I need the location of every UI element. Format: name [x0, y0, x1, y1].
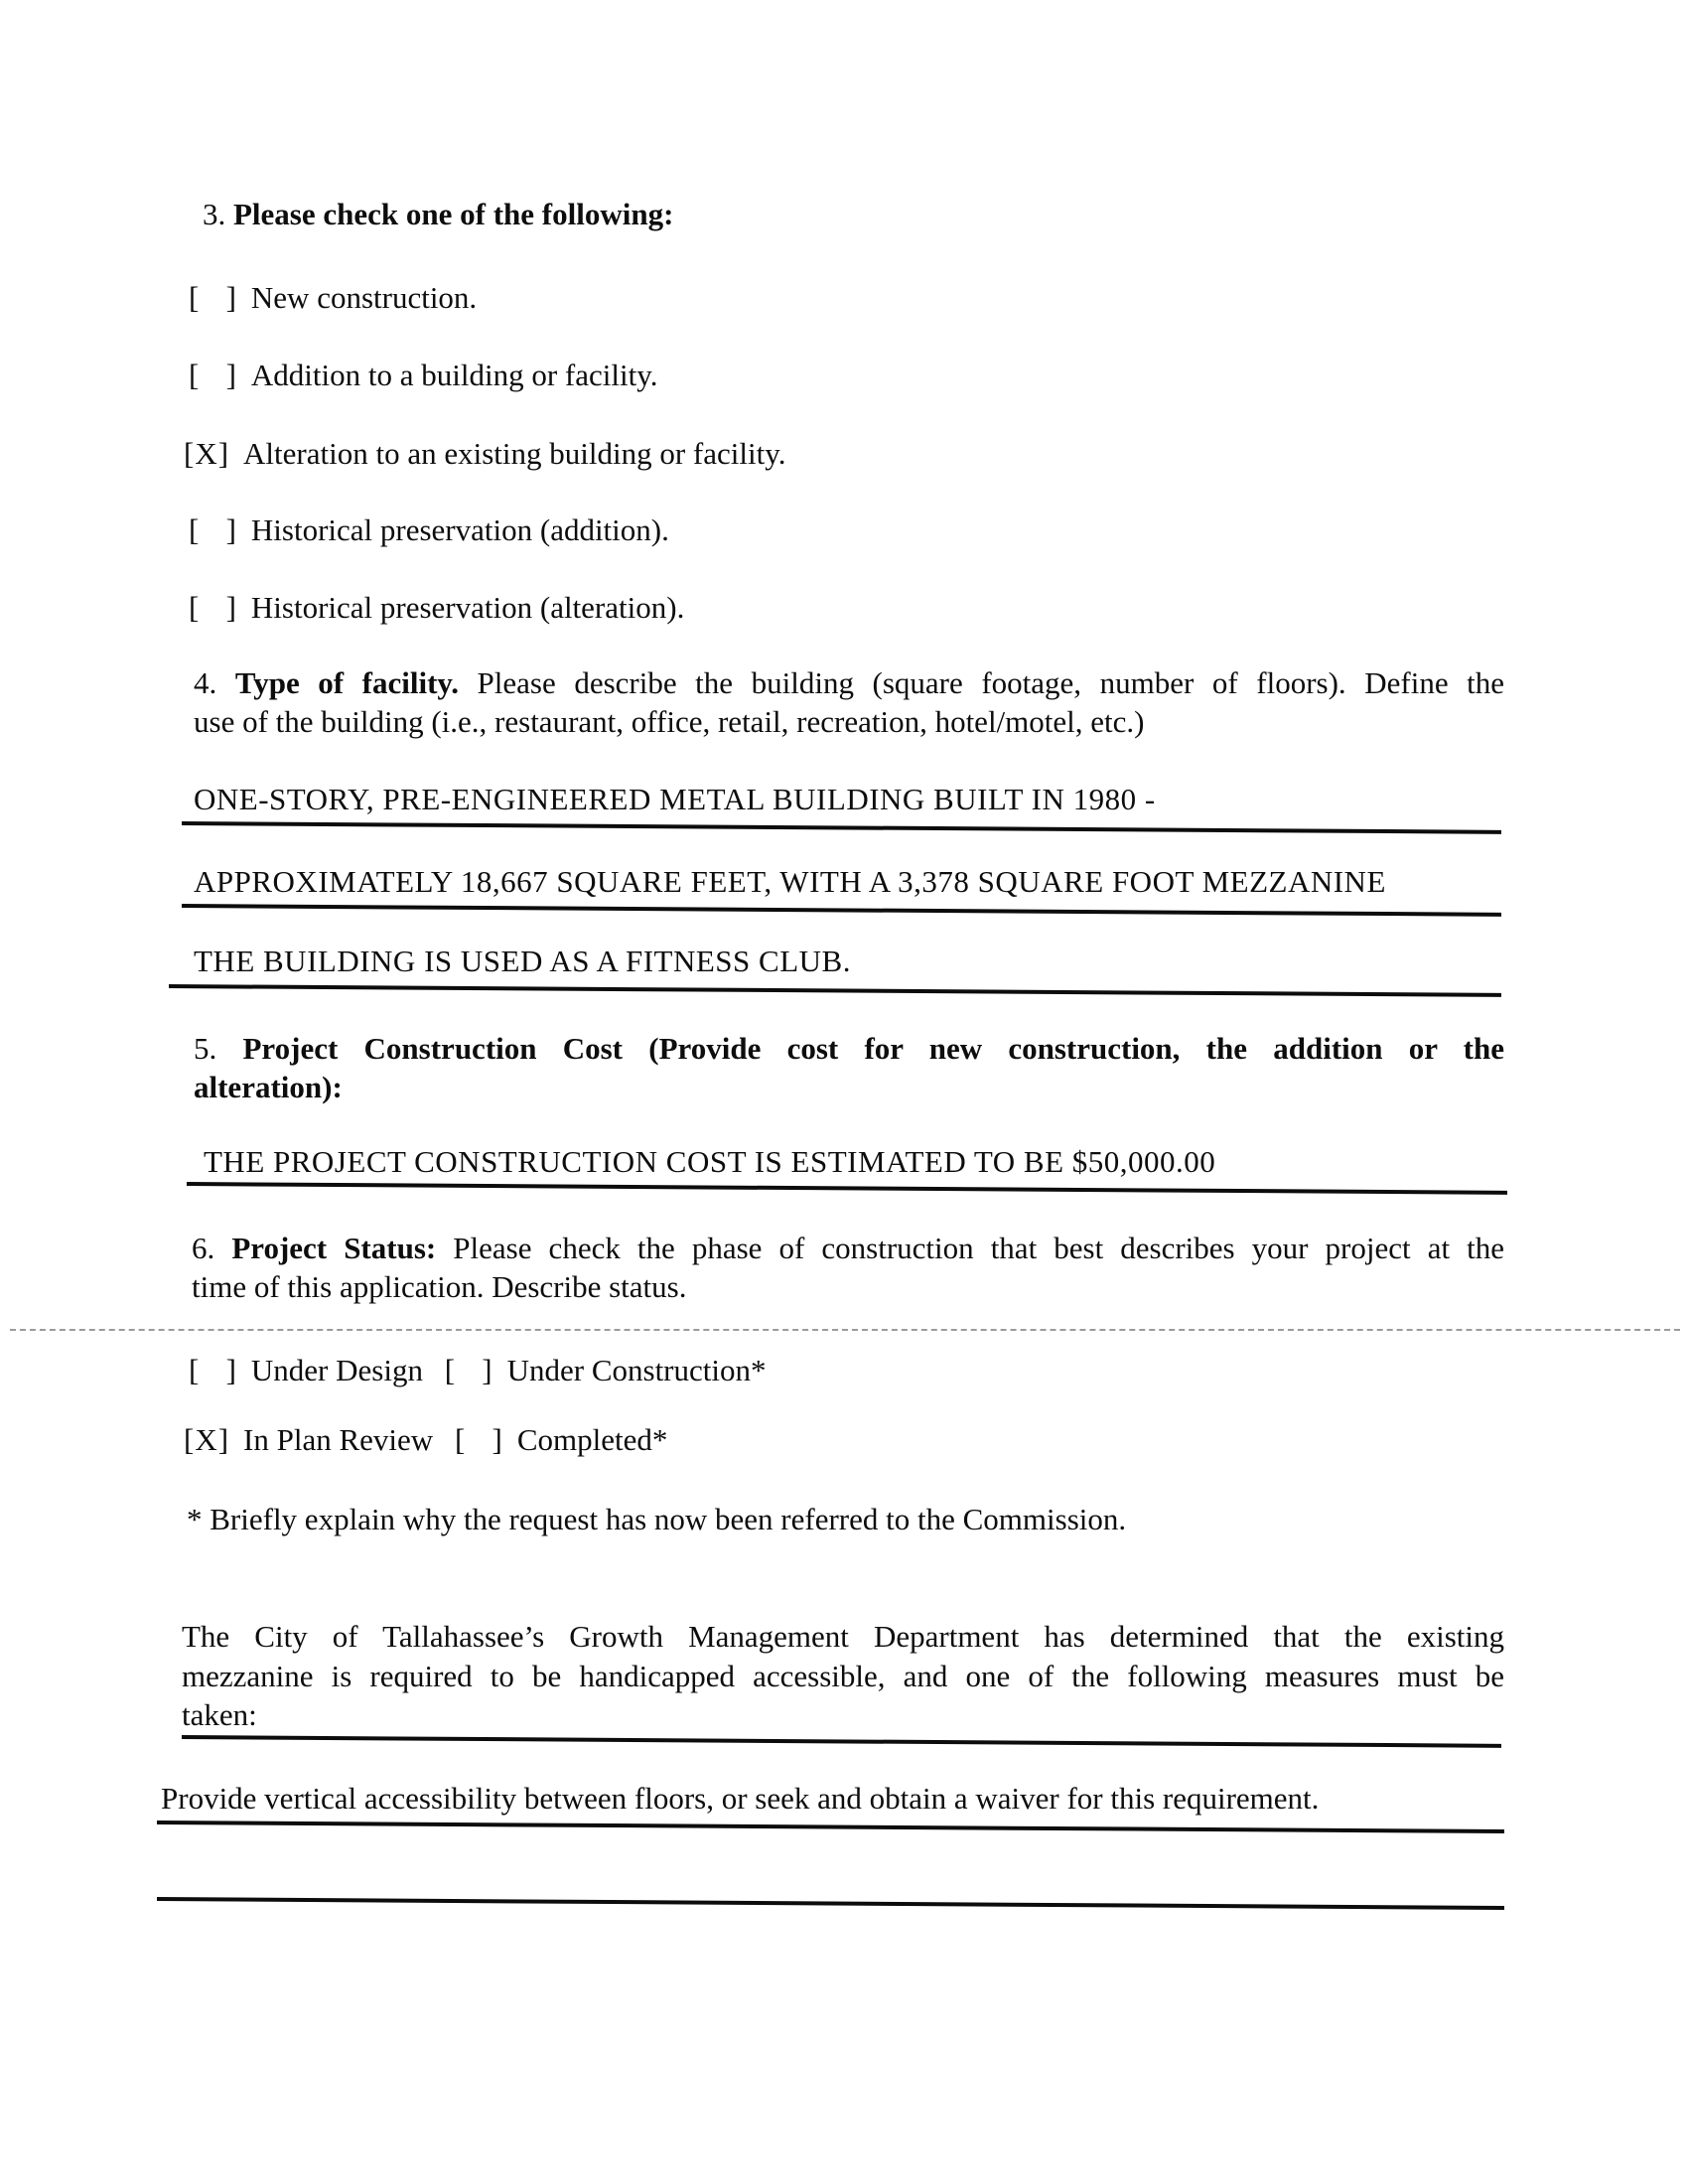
- section4-title: Type of facility.: [234, 665, 459, 700]
- status-option-in-plan-review[interactable]: [184, 1422, 433, 1457]
- facility-answer-line-1: ONE-STORY, PRE-ENGINEERED METAL BUILDING BUILT IN 1980 -: [194, 782, 1156, 816]
- status-row-1: [189, 1351, 767, 1390]
- explanation-line-3: taken:: [182, 1697, 257, 1732]
- answer-rule-3[interactable]: [169, 984, 1501, 997]
- checkbox-option-alteration[interactable]: [184, 434, 785, 474]
- checkbox-option-addition[interactable]: [189, 356, 657, 395]
- checkbox-mark[interactable]: [ ]: [189, 590, 237, 625]
- facility-answer-line-3: THE BUILDING IS USED AS A FITNESS CLUB.: [194, 944, 851, 978]
- status-footnote: * Briefly explain why the request has now been referred to the Commission.: [187, 1502, 1127, 1536]
- section5-heading-line2: alteration):: [194, 1070, 343, 1104]
- cost-answer: THE PROJECT CONSTRUCTION COST IS ESTIMATED TO BE $50,000.00: [204, 1144, 1216, 1179]
- checkbox-mark-checked[interactable]: [X]: [184, 436, 230, 471]
- section4-heading-line1: [194, 663, 1504, 703]
- explanation-line-1: The City of Tallahassee’s Growth Management Department has determined that the existing: [182, 1619, 1504, 1654]
- answer-rule-4[interactable]: [187, 1182, 1507, 1195]
- section3-title: Please check one of the following:: [233, 197, 674, 231]
- answer-rule-5[interactable]: [182, 1735, 1501, 1748]
- status-row-2: [184, 1420, 667, 1460]
- checkbox-label: Under Construction*: [506, 1353, 767, 1387]
- answer-rule-2[interactable]: [182, 904, 1501, 917]
- checkbox-label: Historical preservation (alteration).: [250, 590, 685, 625]
- answer-rule-1[interactable]: [182, 821, 1501, 834]
- facility-answer-line-2: APPROXIMATELY 18,667 SQUARE FEET, WITH A 3,378 SQUARE FOOT MEZZANINE: [194, 864, 1386, 899]
- status-option-under-construction[interactable]: [445, 1353, 767, 1387]
- scan-artifact-dashed-line: [10, 1329, 1680, 1331]
- checkbox-mark[interactable]: [ ]: [189, 1353, 237, 1387]
- answer-rule-7[interactable]: [157, 1897, 1504, 1910]
- checkbox-label: In Plan Review: [243, 1422, 434, 1457]
- section4-body: Please describe the building (square footage, number of floors). Define the: [477, 665, 1505, 700]
- section6-title: Project Status:: [231, 1231, 437, 1265]
- checkbox-mark[interactable]: [ ]: [454, 1422, 503, 1457]
- section3-number: 3.: [203, 197, 226, 231]
- section5-number: 5.: [194, 1031, 217, 1066]
- checkbox-mark[interactable]: [ ]: [444, 1353, 493, 1387]
- answer-rule-6[interactable]: [157, 1820, 1504, 1833]
- checkbox-label: Historical preservation (addition).: [250, 512, 669, 547]
- checkbox-label: New construction.: [250, 280, 478, 315]
- section6-heading-line2: time of this application. Describe status.: [192, 1269, 687, 1304]
- explanation-line-2: mezzanine is required to be handicapped accessible, and one of the following measures must be: [182, 1659, 1504, 1693]
- section5-title: Project Construction Cost (Provide cost for new construction, the addition or the: [242, 1031, 1505, 1066]
- measure-answer: Provide vertical accessibility between floors, or seek and obtain a waiver for this requirement.: [161, 1781, 1320, 1816]
- section4-heading-line2: use of the building (i.e., restaurant, office, retail, recreation, hotel/motel, etc.): [194, 704, 1145, 739]
- checkbox-mark-checked[interactable]: [X]: [184, 1422, 230, 1457]
- checkbox-label: Alteration to an existing building or facility.: [243, 436, 786, 471]
- section5-heading-line1: [194, 1029, 1504, 1069]
- section6-heading-line1: [192, 1229, 1504, 1268]
- status-option-completed[interactable]: [455, 1422, 667, 1457]
- section6-body: Please check the phase of construction that best describes your project at the: [453, 1231, 1505, 1265]
- checkbox-mark[interactable]: [ ]: [189, 512, 237, 547]
- section6-number: 6.: [192, 1231, 215, 1265]
- status-option-under-design[interactable]: [189, 1353, 423, 1387]
- checkbox-mark[interactable]: [ ]: [189, 358, 237, 392]
- checkbox-label: Completed*: [516, 1422, 668, 1457]
- section4-number: 4.: [194, 665, 217, 700]
- section3-heading: [203, 195, 673, 234]
- checkbox-option-historical-alteration[interactable]: [189, 588, 684, 628]
- checkbox-label: Under Design: [250, 1353, 423, 1387]
- checkbox-label: Addition to a building or facility.: [250, 358, 658, 392]
- checkbox-mark[interactable]: [ ]: [189, 280, 237, 315]
- checkbox-option-new-construction[interactable]: [189, 278, 477, 318]
- checkbox-option-historical-addition[interactable]: [189, 510, 669, 550]
